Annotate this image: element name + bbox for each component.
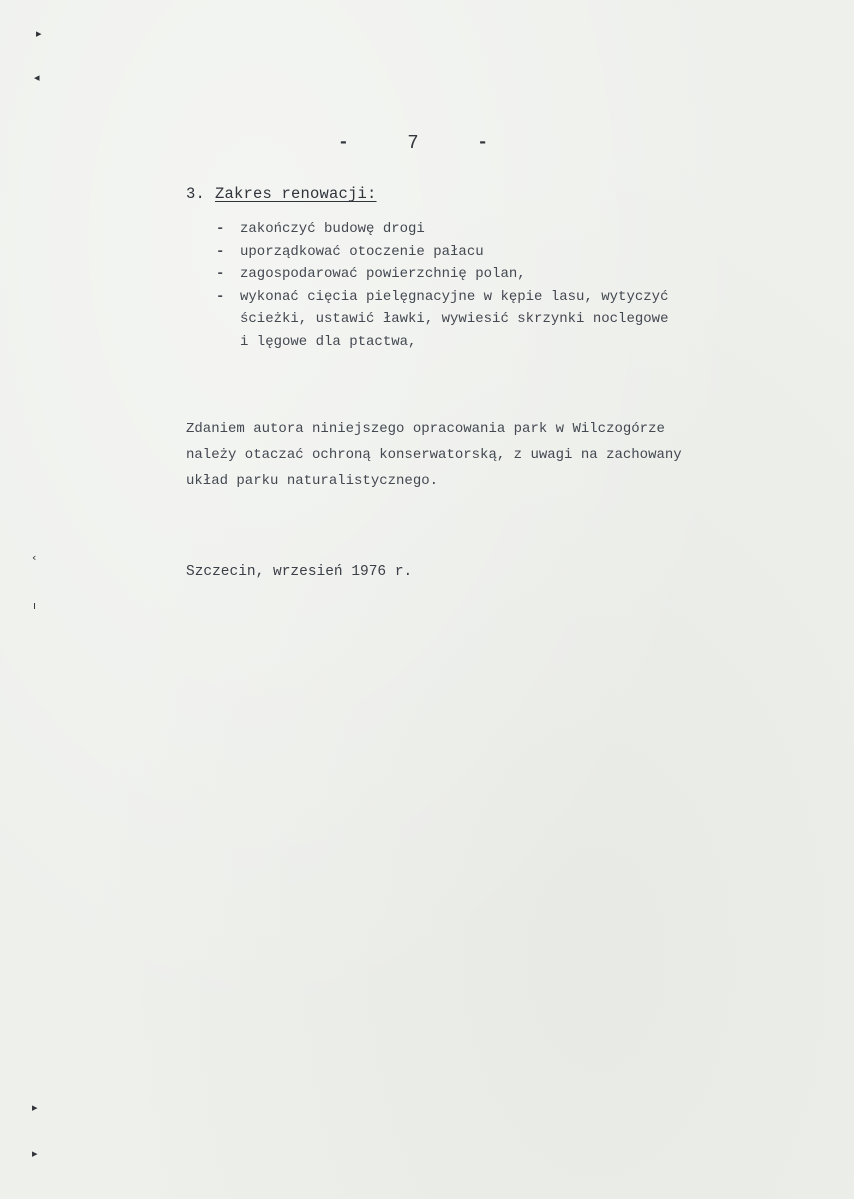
list-item bbox=[216, 218, 796, 241]
list-item-text: wykonać cięcia pielęgnacyjne w kępie lasu, wytyczyć bbox=[240, 288, 669, 305]
paragraph-line: należy otaczać ochroną konserwatorską, z uwagi na zachowany bbox=[186, 447, 682, 463]
margin-mark: ı bbox=[33, 599, 37, 612]
page-number-dash-left: - bbox=[338, 133, 349, 153]
list-item bbox=[216, 263, 796, 286]
conclusion-paragraph bbox=[186, 416, 806, 494]
list-bullet: - bbox=[216, 243, 225, 260]
list-item-text: zakończyć budowę drogi bbox=[240, 221, 425, 237]
list-bullet: - bbox=[216, 221, 225, 237]
place-date: Szczecin, wrzesień 1976 r. bbox=[186, 564, 413, 580]
list-item-text: uporządkować otoczenie pałacu bbox=[240, 243, 484, 260]
paragraph-line: układ parku naturalistycznego. bbox=[186, 473, 439, 489]
margin-mark: ▸ bbox=[32, 1101, 38, 1114]
list-item bbox=[216, 241, 796, 264]
page-number: 7 bbox=[407, 132, 419, 154]
paragraph-line: Zdaniem autora niniejszego opracowania park w Wilczogórze bbox=[186, 421, 665, 437]
list-item bbox=[216, 286, 796, 354]
section-number: 3. bbox=[186, 185, 206, 203]
list-bullet: - bbox=[216, 266, 225, 282]
renovation-list bbox=[216, 218, 796, 353]
list-item-text: ścieżki, ustawić ławki, wywiesić skrzynki noclegowe bbox=[240, 311, 669, 327]
list-item-text: i lęgowe dla ptactwa, bbox=[240, 333, 417, 350]
section-title: Zakres renowacji: bbox=[215, 185, 377, 203]
list-bullet: - bbox=[216, 288, 225, 305]
page-number-header bbox=[338, 132, 488, 154]
margin-mark: ◂ bbox=[34, 71, 40, 84]
margin-mark: ▸ bbox=[36, 27, 42, 40]
section-heading bbox=[186, 185, 377, 203]
margin-mark: ▸ bbox=[32, 1147, 38, 1160]
list-item-text: zagospodarować powierzchnię polan, bbox=[240, 266, 526, 282]
margin-mark: ‹ bbox=[32, 551, 37, 564]
page-number-dash-right: - bbox=[477, 133, 488, 153]
